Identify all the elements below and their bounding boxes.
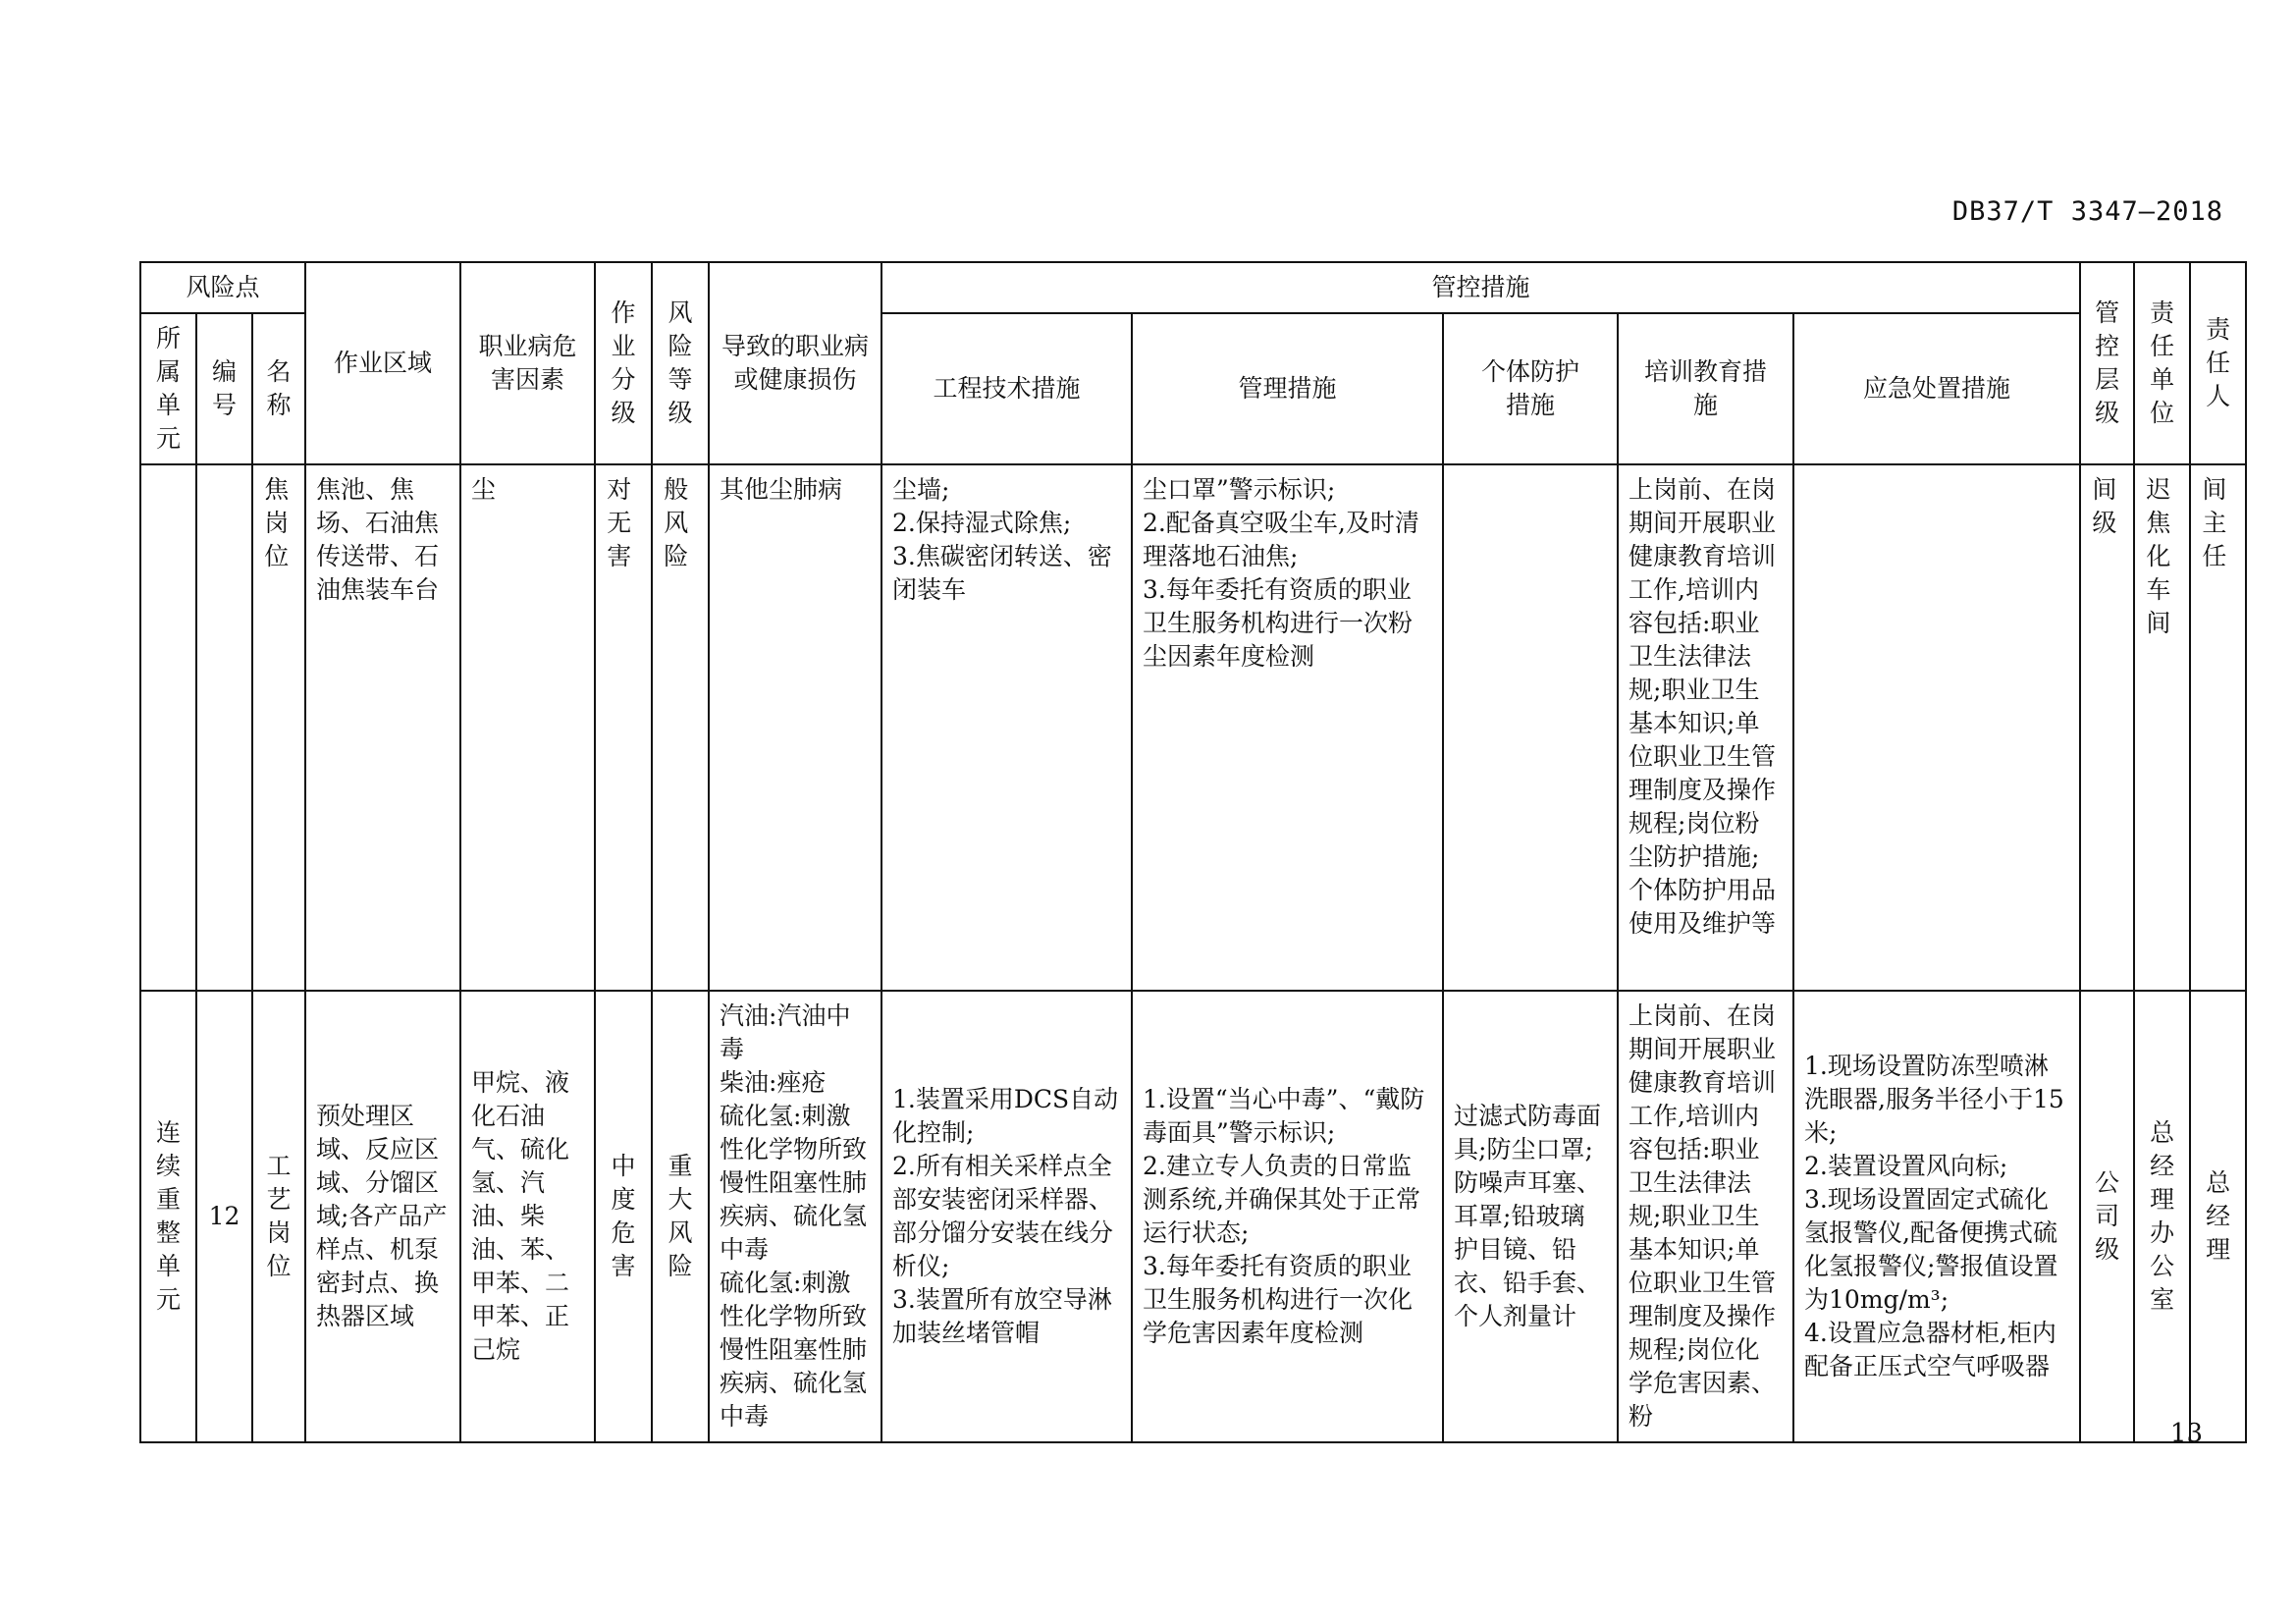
cell-unit bbox=[140, 464, 196, 991]
header-name: 名称 bbox=[252, 313, 305, 464]
cell-training: 上岗前、在岗期间开展职业健康教育培训工作,培训内容包括:职业卫生法律法规;职业卫生基本知识;单位职业卫生管理制度及操作规程;岗位粉尘防护措施;个体防护用品使用及维护等 bbox=[1618, 464, 1793, 991]
header-management: 管理措施 bbox=[1132, 313, 1443, 464]
cell-unit: 连续重整单元 bbox=[140, 991, 196, 1442]
cell-ppe: 过滤式防毒面具;防尘口罩;防噪声耳塞、耳罩;铅玻璃护目镜、铅衣、铅手套、个人剂量计 bbox=[1443, 991, 1618, 1442]
standard-code: DB37/T 3347—2018 bbox=[1951, 196, 2223, 227]
cell-responsible-unit: 总经理办公室 bbox=[2134, 991, 2190, 1442]
cell-name: 焦岗位 bbox=[252, 464, 305, 991]
cell-training: 上岗前、在岗期间开展职业健康教育培训工作,培训内容包括:职业卫生法律法规;职业卫生基本知识;单位职业卫生管理制度及操作规程;岗位化学危害因素、粉 bbox=[1618, 991, 1793, 1442]
cell-number bbox=[196, 464, 252, 991]
cell-responsible-person: 间主任 bbox=[2190, 464, 2246, 991]
cell-operation-grade: 中度危害 bbox=[595, 991, 652, 1442]
header-risk-level: 风险等级 bbox=[652, 262, 709, 464]
header-control-level: 管控层级 bbox=[2080, 262, 2134, 464]
cell-ppe bbox=[1443, 464, 1618, 991]
header-ppe: 个体防护 措施 bbox=[1443, 313, 1618, 464]
header-number: 编号 bbox=[196, 313, 252, 464]
cell-emergency bbox=[1793, 464, 2080, 991]
header-risk-point: 风险点 bbox=[140, 262, 305, 313]
cell-management: 1.设置“当心中毒”、“戴防毒面具”警示标识; 2.建立专人负责的日常监测系统,并确保其处于正常运行状态; 3.每年委托有资质的职业卫生服务机构进行一次化学危害因素年度检测 bbox=[1132, 991, 1443, 1442]
header-responsible-person: 责任人 bbox=[2190, 262, 2246, 464]
header-training: 培训教育措 施 bbox=[1618, 313, 1793, 464]
cell-engineering: 尘墙; 2.保持湿式除焦; 3.焦碳密闭转送、密闭装车 bbox=[881, 464, 1132, 991]
header-responsible-unit: 责任单位 bbox=[2134, 262, 2190, 464]
cell-disease: 汽油:汽油中毒 柴油:痤疮 硫化氢:刺激性化学物所致慢性阻塞性肺疾病、硫化氢中毒 硫化氢:刺激性化学物所致慢性阻塞性肺疾病、硫化氢中毒 bbox=[709, 991, 881, 1442]
table-row bbox=[140, 464, 2246, 991]
header-engineering: 工程技术措施 bbox=[881, 313, 1132, 464]
cell-disease: 其他尘肺病 bbox=[709, 464, 881, 991]
cell-name: 工艺岗位 bbox=[252, 991, 305, 1442]
header-operation-grade: 作业分级 bbox=[595, 262, 652, 464]
cell-risk-level: 般风险 bbox=[652, 464, 709, 991]
header-unit: 所属单元 bbox=[140, 313, 196, 464]
cell-operation-grade: 对无害 bbox=[595, 464, 652, 991]
risk-control-table bbox=[139, 261, 2247, 1443]
header-work-area: 作业区域 bbox=[305, 262, 460, 464]
table-row bbox=[140, 991, 2246, 1442]
cell-responsible-person: 总经理 bbox=[2190, 991, 2246, 1442]
cell-work-area: 预处理区域、反应区域、分馏区域;各产品产样点、机泵密封点、换热器区域 bbox=[305, 991, 460, 1442]
cell-hazard-factor: 甲烷、液化石油气、硫化氢、汽油、柴油、苯、甲苯、二甲苯、正己烷 bbox=[460, 991, 595, 1442]
cell-number: 12 bbox=[196, 991, 252, 1442]
cell-responsible-unit: 迟焦化车间 bbox=[2134, 464, 2190, 991]
cell-work-area: 焦池、焦场、石油焦传送带、石油焦装车台 bbox=[305, 464, 460, 991]
cell-risk-level: 重大风险 bbox=[652, 991, 709, 1442]
cell-control-level: 公司级 bbox=[2080, 991, 2134, 1442]
header-disease: 导致的职业病或健康损伤 bbox=[709, 262, 881, 464]
header-hazard-factor: 职业病危害因素 bbox=[460, 262, 595, 464]
cell-hazard-factor: 尘 bbox=[460, 464, 595, 991]
header-control-measures: 管控措施 bbox=[881, 262, 2080, 313]
header-emergency: 应急处置措施 bbox=[1793, 313, 2080, 464]
page-number: 13 bbox=[2169, 1419, 2203, 1448]
cell-control-level: 间级 bbox=[2080, 464, 2134, 991]
cell-emergency: 1.现场设置防冻型喷淋洗眼器,服务半径小于15米; 2.装置设置风向标; 3.现场设置固定式硫化氢报警仪,配备便携式硫化氢报警仪;警报值设置为10mg/m³; 4.设置应急器材柜,柜内配备正压式空气呼吸器 bbox=[1793, 991, 2080, 1442]
cell-management: 尘口罩”警示标识; 2.配备真空吸尘车,及时清理落地石油焦; 3.每年委托有资质的职业卫生服务机构进行一次粉尘因素年度检测 bbox=[1132, 464, 1443, 991]
cell-engineering: 1.装置采用DCS自动化控制; 2.所有相关采样点全部安装密闭采样器、部分馏分安装在线分析仪; 3.装置所有放空导淋加装丝堵管帽 bbox=[881, 991, 1132, 1442]
